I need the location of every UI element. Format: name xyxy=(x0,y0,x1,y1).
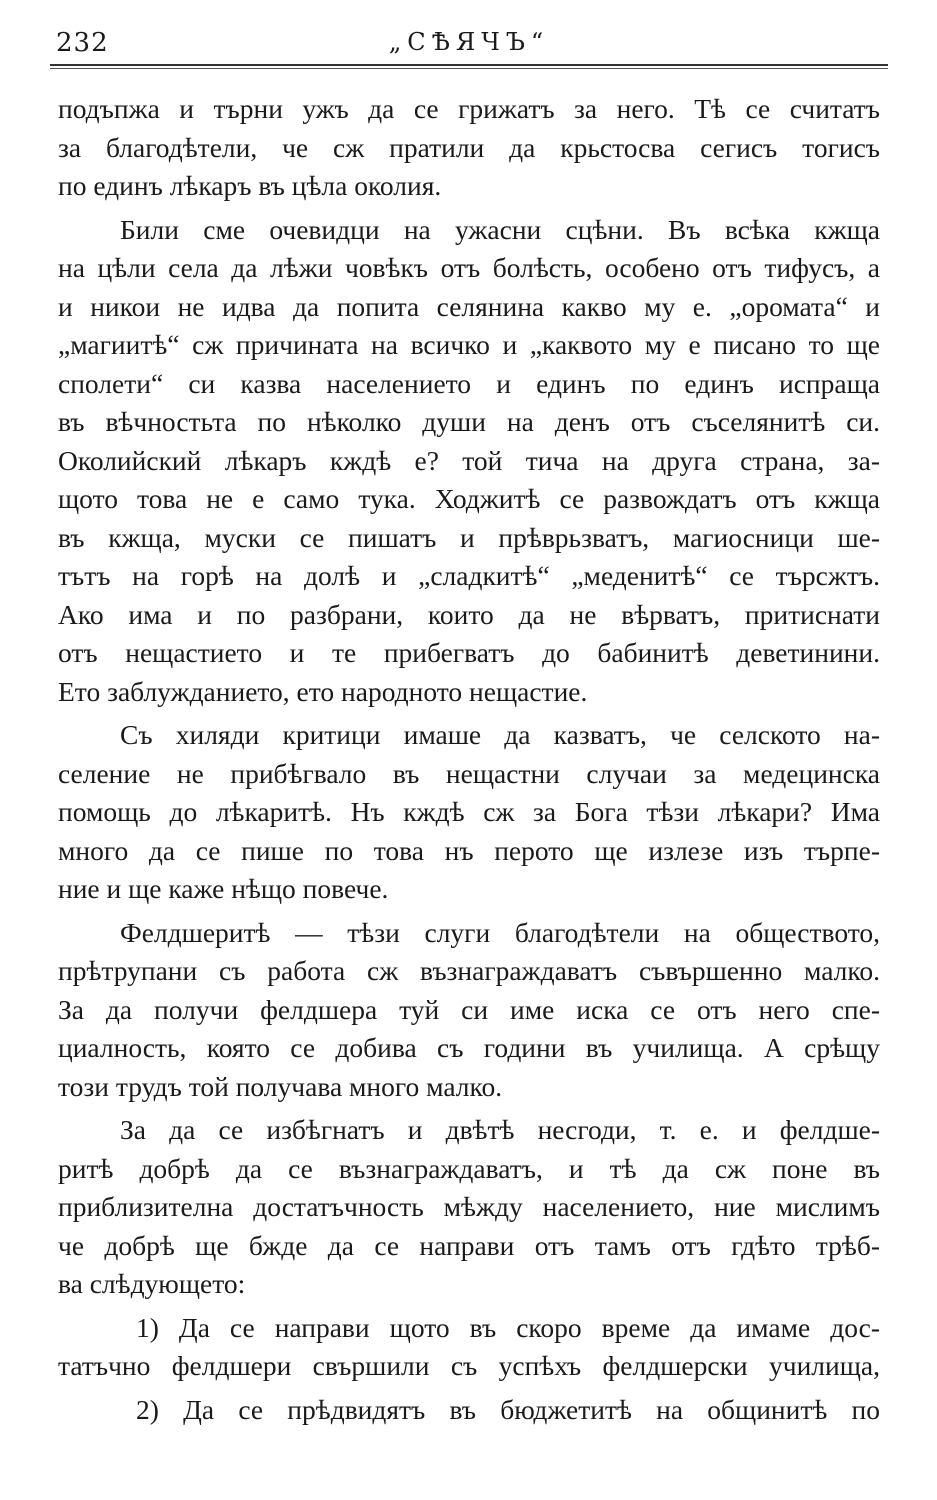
text-line: сполети“ си казва населението и единъ по единъ испраща xyxy=(58,367,880,399)
text-line: 1) Да се направи щото въ скоро време да имаме дос- xyxy=(136,1311,880,1343)
text-line: циалность, която се добива съ години въ училища. А срѣщу xyxy=(58,1032,880,1063)
header-rule-double xyxy=(50,68,888,69)
text-line: татъчно фелдшери свършили съ успѣхъ фелдшерски училища, xyxy=(58,1350,880,1381)
text-line: Околийский лѣкаръ кждѣ е? той тича на друга страна, за- xyxy=(58,444,880,476)
page-header xyxy=(48,26,890,66)
text-line: щото това не е само тука. Ходжитѣ се развождатъ отъ кжща xyxy=(58,483,880,514)
text-line: Съ хиляди критици имаше да казватъ, че селското на- xyxy=(120,719,880,750)
text-line: отъ нещастието и те прибегватъ до бабинитѣ деветинини. xyxy=(58,637,880,668)
text-line: Ако има и по разбрани, които да не вѣрватъ, притиснати xyxy=(58,598,880,630)
header-rule xyxy=(50,64,888,66)
paragraph-proposal xyxy=(58,1111,880,1304)
text-line: ва слѣдующето: xyxy=(58,1268,246,1299)
page-number: 232 xyxy=(56,28,109,58)
paragraph-critics xyxy=(58,716,880,909)
running-title: „СѢЯЧЪ“ xyxy=(388,28,550,56)
text-line: много да се пише по това нъ перото ще излезе изъ търпе- xyxy=(58,834,880,866)
text-line: ние и ще каже нѣщо повече. xyxy=(58,873,389,904)
paragraph-continuation xyxy=(58,90,880,206)
text-line: за благодѣтели, че сж пратили да крьстосва сегисъ тогисъ xyxy=(58,131,880,163)
text-line: по единъ лѣкаръ въ цѣла околия. xyxy=(58,170,442,201)
text-line: Фелдшеритѣ — тѣзи слуги благодѣтели на обществото, xyxy=(120,916,880,948)
text-line: и никои не идва да попита селянина какво му е. „оромата“ и xyxy=(58,290,880,322)
text-line: Ето заблужданието, ето народното нещастие. xyxy=(58,675,588,707)
text-line: въ кжща, муски се пишатъ и прѣврьзватъ, магиосници ше- xyxy=(58,521,880,553)
text-line: Били сме очевидци на ужасни сцѣни. Въ всѣка кжща xyxy=(120,213,880,245)
text-line: приблизителна достатъчность мѣжду населението, ние мислимъ xyxy=(58,1191,880,1222)
text-line: въ вѣчностьта по нѣколко души на денъ отъ съселянитѣ си. xyxy=(58,406,880,437)
text-line: този трудъ той получава много малко. xyxy=(58,1070,503,1102)
paragraph-feldshers xyxy=(58,914,880,1107)
text-line: прѣтрупани съ работа сж възнаграждаватъ съвършенно малко. xyxy=(58,955,880,986)
list-item-2 xyxy=(58,1391,880,1430)
body-text xyxy=(58,90,880,1429)
list-item-1 xyxy=(58,1309,880,1386)
text-line: За да се избѣгнатъ и двѣтѣ несгоди, т. е. и фелдше- xyxy=(120,1114,880,1145)
text-line: ритѣ добрѣ да се възнаграждаватъ, и тѣ да сж поне въ xyxy=(58,1152,880,1184)
paragraph-eyewitness xyxy=(58,211,880,712)
text-line: За да получи фелдшера туй си име иска се отъ него спе- xyxy=(58,993,880,1025)
text-line: че добрѣ ще бжде да се направи отъ тамъ отъ гдѣто трѣб- xyxy=(58,1229,880,1261)
text-line: помощь до лѣкаритѣ. Нъ кждѣ сж за Бога тѣзи лѣкари? Има xyxy=(58,796,880,827)
text-line: 2) Да се прѣдвидятъ въ бюджетитѣ на общинитѣ по xyxy=(136,1393,880,1425)
text-line: тътъ на горѣ на долѣ и „сладкитѣ“ „меденитѣ“ се търсжтъ. xyxy=(58,560,880,591)
text-line: „магиитѣ“ сж причината на всичко и „каквото му е писано то ще xyxy=(58,329,880,360)
text-line: селение не прибѣгвало въ нещастни случаи за медецинска xyxy=(58,757,880,789)
text-line: подъпжа и търни ужъ да се грижатъ за него. Тѣ се считатъ xyxy=(58,93,880,124)
text-line: на цѣли села да лѣжи човѣкъ отъ болѣсть, особено отъ тифусъ, а xyxy=(58,252,880,283)
